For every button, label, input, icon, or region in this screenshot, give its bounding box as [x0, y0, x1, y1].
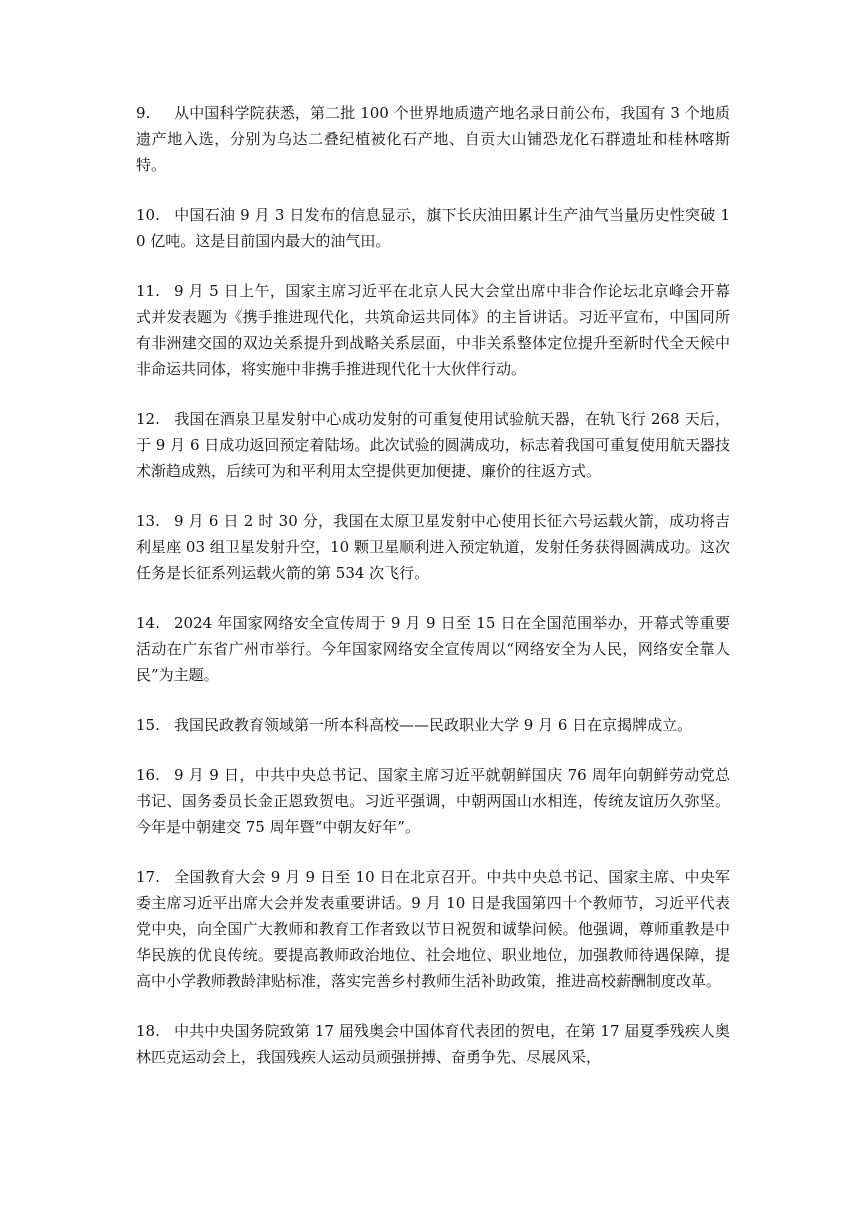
list-item: [136, 406, 730, 484]
item-number: 15.: [136, 716, 160, 734]
item-text: 全国教育大会 9 月 9 日至 10 日在北京召开。中共中央总书记、国家主席、中央军委主席习近平出席大会并发表重要讲话。9 月 10 日是我国第四十个教师节，习近平代表党中央，向全国广大教师和教育工作者致以节日祝贺和诚挚问候。他强调，尊师重教是中华民族的优良传统。要提高教师政治地位、社会地位、职业地位，加强教师待遇保障，提高中小学教师教龄津贴标准，落实完善乡村教师生活补助政策，推进高校薪酬制度改革。: [136, 868, 730, 990]
item-number: 17.: [136, 868, 160, 886]
item-number: 11.: [136, 282, 160, 300]
item-number: 13.: [136, 512, 160, 530]
item-text: 我国民政教育领域第一所本科高校——民政职业大学 9 月 6 日在京揭牌成立。: [174, 716, 693, 734]
item-text: 中国石油 9 月 3 日发布的信息显示，旗下长庆油田累计生产油气当量历史性突破 10 亿吨。这是目前国内最大的油气田。: [136, 206, 730, 250]
list-item: [136, 100, 730, 178]
item-text: 中共中央国务院致第 17 届残奥会中国体育代表团的贺电，在第 17 届夏季残疾人奥林匹克运动会上，我国残疾人运动员顽强拼搏、奋勇争先、尽展风采，: [136, 1022, 730, 1066]
item-text: 9 月 9 日，中共中央总书记、国家主席习近平就朝鲜国庆 76 周年向朝鲜劳动党总书记、国务委员长金正恩致贺电。习近平强调，中朝两国山水相连，传统友谊历久弥坚。今年是中朝建交 75 周年暨“中朝友好年”。: [136, 766, 730, 836]
list-item: [136, 762, 730, 840]
list-item: [136, 1018, 730, 1070]
item-number: 16.: [136, 766, 160, 784]
list-item: [136, 278, 730, 382]
list-item: [136, 864, 730, 994]
item-number: 12.: [136, 410, 160, 428]
item-text: 从中国科学院获悉，第二批 100 个世界地质遗产地名录日前公布，我国有 3 个地质遗产地入选，分别为乌达二叠纪植被化石产地、自贡大山铺恐龙化石群遗址和桂林喀斯特。: [136, 104, 730, 174]
list-item: [136, 508, 730, 586]
news-list: [136, 100, 730, 1094]
item-text: 9 月 6 日 2 时 30 分，我国在太原卫星发射中心使用长征六号运载火箭，成功将吉利星座 03 组卫星发射升空，10 颗卫星顺利进入预定轨道，发射任务获得圆满成功。这次任务是长征系列运载火箭的第 534 次飞行。: [136, 512, 730, 582]
list-item: [136, 712, 730, 738]
item-number: 10.: [136, 206, 160, 224]
list-item: [136, 610, 730, 688]
item-text: 我国在酒泉卫星发射中心成功发射的可重复使用试验航天器，在轨飞行 268 天后，于 9 月 6 日成功返回预定着陆场。此次试验的圆满成功，标志着我国可重复使用航天器技术渐趋成熟，后续可为和平利用太空提供更加便捷、廉价的往返方式。: [136, 410, 730, 480]
item-text: 9 月 5 日上午，国家主席习近平在北京人民大会堂出席中非合作论坛北京峰会开幕式并发表题为《携手推进现代化，共筑命运共同体》的主旨讲话。习近平宣布，中国同所有非洲建交国的双边关系提升到战略关系层面，中非关系整体定位提升至新时代全天候中非命运共同体，将实施中非携手推进现代化十大伙伴行动。: [136, 282, 730, 378]
item-number: 18.: [136, 1022, 160, 1040]
item-text: 2024 年国家网络安全宣传周于 9 月 9 日至 15 日在全国范围举办，开幕式等重要活动在广东省广州市举行。今年国家网络安全宣传周以“网络安全为人民，网络安全靠人民”为主题。: [136, 614, 730, 684]
item-number: 14.: [136, 614, 160, 632]
list-item: [136, 202, 730, 254]
item-number: 9.: [136, 104, 151, 122]
